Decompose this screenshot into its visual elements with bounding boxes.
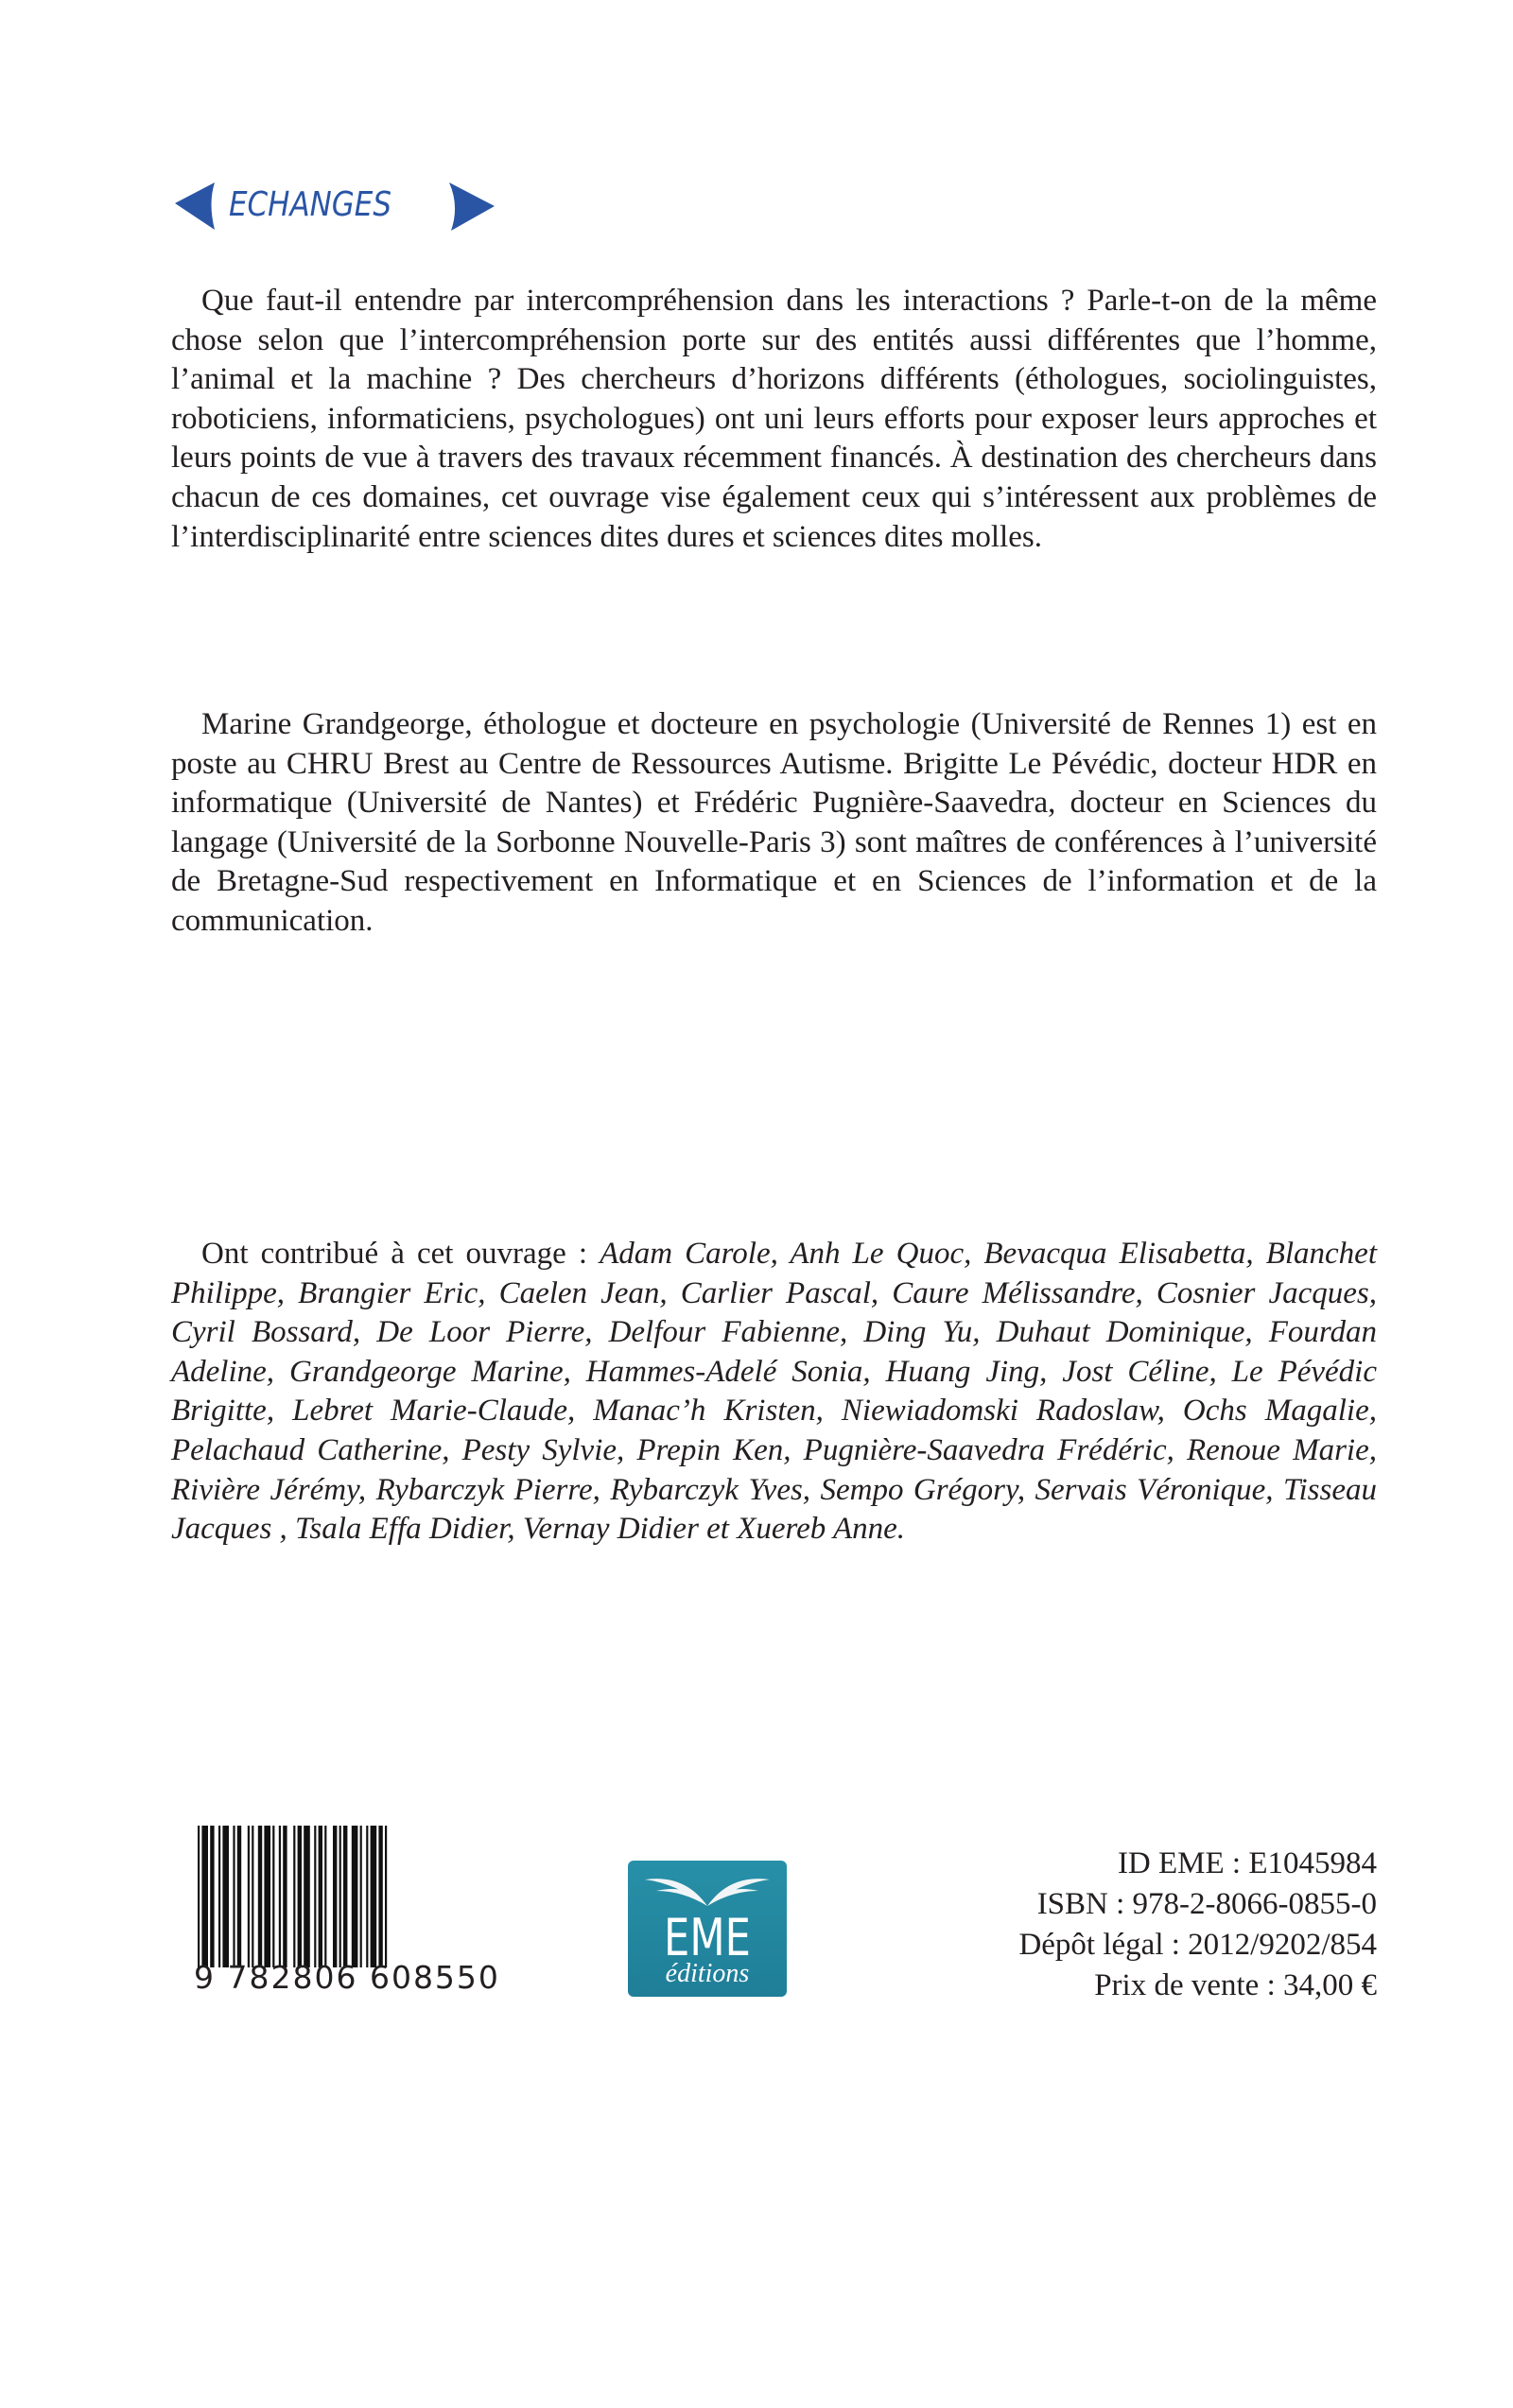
- barcode-bar: [298, 1826, 302, 1967]
- barcode-bar: [319, 1826, 322, 1967]
- barcode-bar: [264, 1826, 270, 1967]
- publisher-logo: [628, 1861, 787, 1997]
- barcode-bar: [343, 1826, 347, 1967]
- contributors-paragraph: [171, 1235, 1377, 1550]
- barcode-bar: [201, 1826, 208, 1967]
- barcode-bar: [283, 1826, 287, 1967]
- barcode-bar: [293, 1826, 295, 1967]
- logo-subtitle: éditions: [665, 1959, 750, 1988]
- barcode-bar: [279, 1826, 281, 1967]
- open-book-icon: [628, 1864, 787, 1912]
- contributors-intro: Ont contribué à cet ouvrage :: [201, 1237, 600, 1271]
- barcode-bar: [233, 1826, 235, 1967]
- summary-paragraph: Que faut-il entendre par intercompréhension dans les interactions ? Parle-t-on de la même chose selon que l’intercompréhension porte sur des entités aussi différentes que l’homme, l’animal et la machine ? Des chercheurs d’horizons différents (éthologues, sociolinguistes, roboticiens, informaticiens, psychologues) ont uni leurs efforts pour exposer leurs approches et leurs points de vue à travers des travaux récemment financés. À destination des chercheurs dans chacun de ces domaines, cet ouvrage vise également ceux qui s’intéressent aux problèmes de l’interdisciplinarité entre sciences dites dures et sciences dites molles.: [171, 284, 1377, 554]
- barcode-bar: [252, 1826, 253, 1967]
- series-title: ECHANGES: [229, 185, 392, 224]
- barcode-bar: [385, 1826, 387, 1967]
- barcode-bar: [339, 1826, 341, 1967]
- barcode-bar: [272, 1826, 274, 1967]
- barcode: [194, 1826, 512, 1996]
- barcode-bar: [352, 1826, 358, 1967]
- barcode-bar: [248, 1826, 250, 1967]
- barcode-bar: [222, 1826, 229, 1967]
- barcode-bar: [314, 1826, 316, 1967]
- barcode-bar: [371, 1826, 377, 1967]
- id-eme: ID EME : E1045984: [1117, 1846, 1377, 1880]
- barcode-bar: [378, 1826, 382, 1967]
- barcode-bar: [198, 1826, 200, 1967]
- barcode-bar: [304, 1826, 310, 1967]
- barcode-bar: [210, 1826, 214, 1967]
- barcode-bars: [194, 1826, 512, 1967]
- barcode-bar: [258, 1826, 262, 1967]
- barcode-digits: 9 782806 608550: [194, 1959, 500, 1996]
- series-logo: [170, 180, 501, 236]
- barcode-bar: [218, 1826, 220, 1967]
- book-info: [1018, 1844, 1377, 2006]
- isbn: ISBN : 978-2-8066-0855-0: [1036, 1887, 1377, 1921]
- barcode-bar: [237, 1826, 241, 1967]
- price: Prix de vente : 34,00 €: [1094, 1968, 1377, 2002]
- depot-legal: Dépôt légal : 2012/9202/854: [1018, 1928, 1377, 1962]
- barcode-bar: [360, 1826, 362, 1967]
- logo-name: EME: [664, 1908, 751, 1967]
- contributors-names: Adam Carole, Anh Le Quoc, Bevacqua Elisabetta, Blanchet Philippe, Brangier Eric, Caelen Jean, Carlier Pascal, Caure Mélissandre, Cosnier Jacques, Cyril Bossard, De Loor Pierre, Delfour Fabienne, Ding Yu, Duhaut Dominique, Fourdan Adeline, Grandgeorge Marine, Hammes-Adelé Sonia, Huang Jing, Jost Céline, Le Pévédic Brigitte, Lebret Marie-Claude, Manac’h Kristen, Niewiadomski Radoslaw, Ochs Magalie, Pelachaud Catherine, Pesty Sylvie, Prepin Ken, Pugnière-Saavedra Frédéric, Renoue Marie, Rivière Jérémy, Rybarczyk Pierre, Rybarczyk Yves, Sempo Grégory, Servais Véronique, Tisseau Jacques , Tsala Effa Didier, Vernay Didier et Xuereb Anne.: [171, 1237, 1377, 1547]
- barcode-bar: [366, 1826, 368, 1967]
- barcode-bar: [333, 1826, 337, 1967]
- authors-paragraph: Marine Grandgeorge, éthologue et docteure en psychologie (Université de Rennes 1) est en poste au CHRU Brest au Centre de Ressources Autisme. Brigitte Le Pévédic, docteur HDR en informatique (Université de Nantes) et Frédéric Pugnière-Saavedra, docteur en Sciences du langage (Université de la Sorbonne Nouvelle-Paris 3) sont maîtres de conférences à l’université de Bretagne-Sud respectivement en Informatique et en Sciences de l’information et de la communication.: [171, 707, 1377, 938]
- barcode-bar: [324, 1826, 326, 1967]
